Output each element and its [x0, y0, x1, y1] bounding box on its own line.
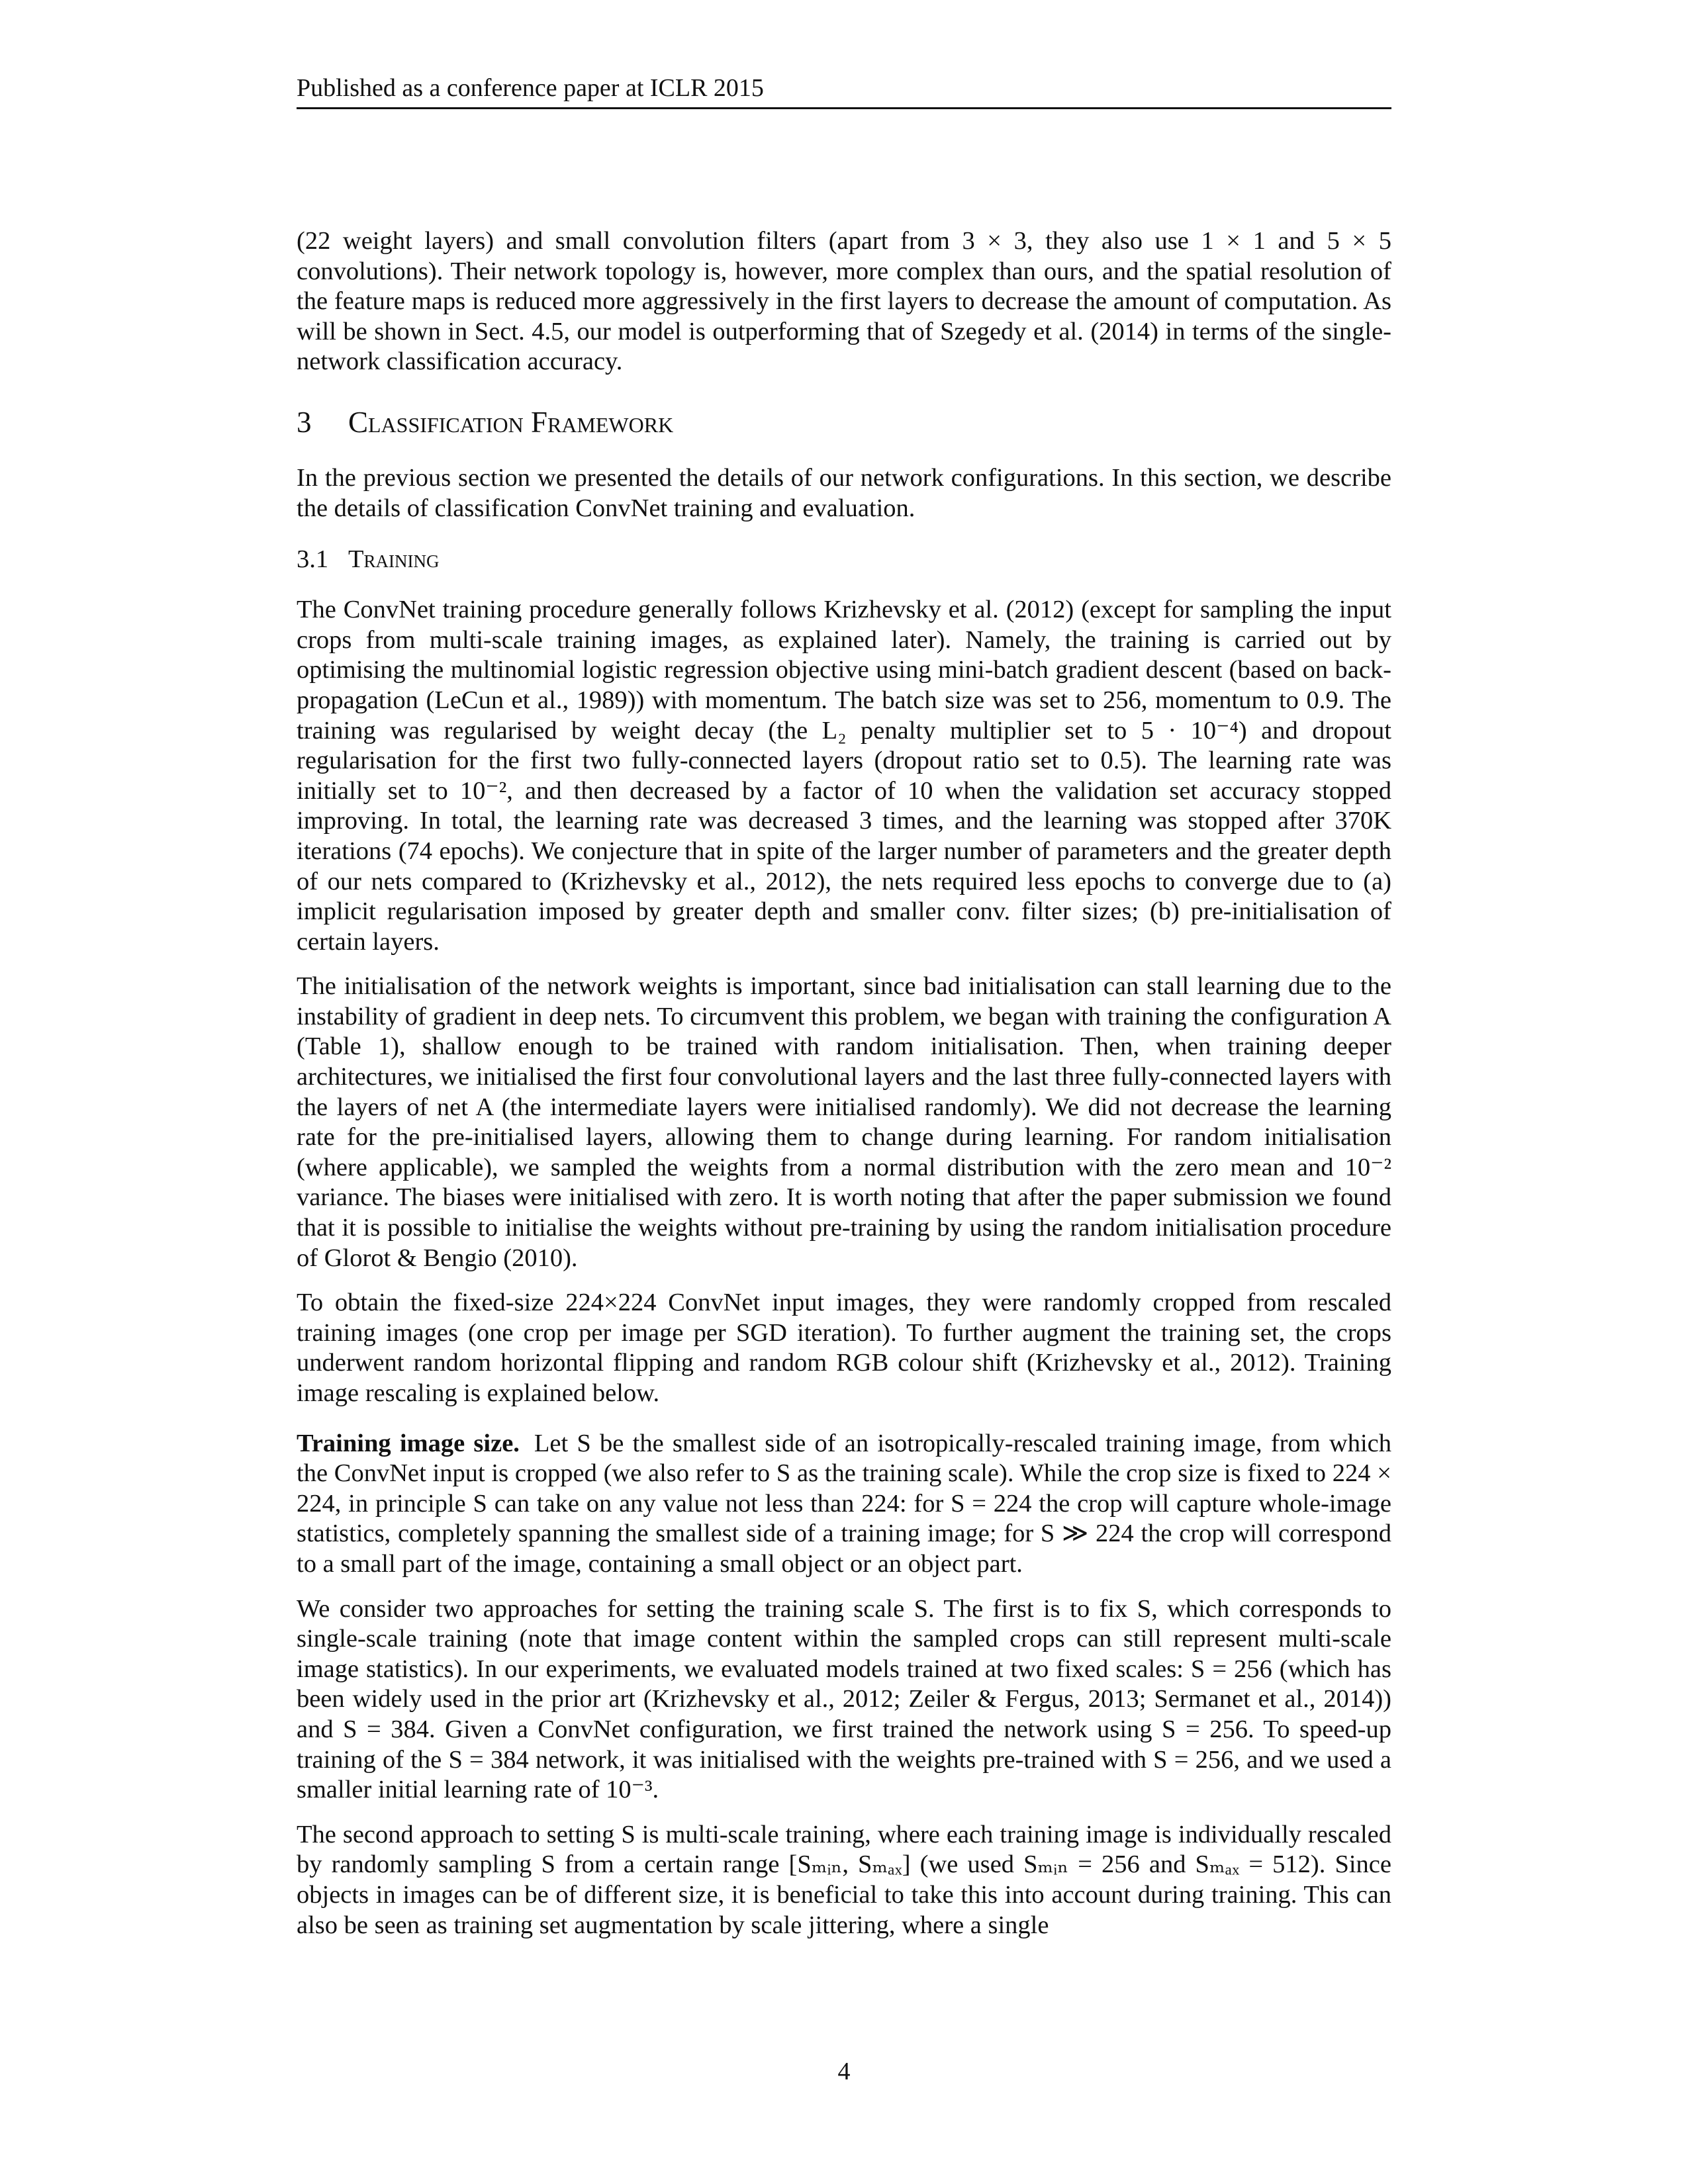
section-title: Classification Framework — [348, 405, 674, 439]
running-header-text: Published as a conference paper at ICLR 2015 — [297, 74, 764, 102]
page-body — [297, 226, 1391, 1940]
paragraph-multi-scale: The second approach to setting S is multi-scale training, where each training image is individually rescaled by randomly sampling S from a certain range [Sₘᵢₙ, Sₘₐₓ] (we used Sₘᵢₙ = 256 and Sₘₐₓ = 512). Since objects in images can be of different size, it is beneficial to take this into account during training. This can also be seen as training set augmentation by scale jittering, where a single — [297, 1820, 1391, 1939]
paragraph-heading: Training image size. — [297, 1429, 520, 1457]
page-number: 4 — [837, 2058, 851, 2085]
paragraph-text: Let S be the smallest side of an isotropically-rescaled training image, from which the ConvNet input is cropped (we also refer to S as the training scale). While the crop size is fixed to 224 × 224, in principle S can take on any value not less than 224: for S = 224 the crop will capture whole-image statistics, completely spanning the smallest side of a training image; for S ≫ 224 the crop will correspond to a small part of the image, containing a small object or an object part. — [297, 1429, 1391, 1578]
section-number: 3 — [297, 405, 312, 439]
paragraph-intro: (22 weight layers) and small convolution filters (apart from 3 × 3, they also use 1 × 1 and 5 × 5 convolutions). Their network topology is, however, more complex than ours, and the spatial resolution of the feature maps is reduced more aggressively in the first layers to decrease the amount of computation. As will be shown in Sect. 4.5, our model is outperforming that of Szegedy et al. (2014) in terms of the single-network classification accuracy. — [297, 227, 1391, 376]
section-heading-3 — [297, 404, 1391, 441]
paragraph-training-image-size — [297, 1429, 1391, 1580]
running-header — [297, 71, 1391, 109]
paragraph-cropping: To obtain the fixed-size 224×224 ConvNet input images, they were randomly cropped from rescaled training images (one crop per image per SGD iteration). To further augment the training set, the crops underwent random horizontal flipping and random RGB colour shift (Krizhevsky et al., 2012). Training image rescaling is explained below. — [297, 1289, 1391, 1407]
paragraph-initialisation: The initialisation of the network weights is important, since bad initialisation can stall learning due to the instability of gradient in deep nets. To circumvent this problem, we began with training the configuration A (Table 1), shallow enough to be trained with random initialisation. Then, when training deeper architectures, we initialised the first four convolutional layers and the last three fully-connected layers with the layers of net A (the intermediate layers were initialised randomly). We did not decrease the learning rate for the pre-initialised layers, allowing them to change during learning. For random initialisation (where applicable), we sampled the weights from a normal distribution with the zero mean and 10⁻² variance. The biases were initialised with zero. It is worth noting that after the paper submission we found that it is possible to initialise the weights without pre-training by using the random initialisation procedure of Glorot & Bengio (2010). — [297, 972, 1391, 1272]
paragraph-section3-intro: In the previous section we presented the details of our network configurations. In this section, we describe the details of classification ConvNet training and evaluation. — [297, 463, 1391, 522]
subsection-title: Training — [348, 545, 440, 574]
paragraph-single-scale: We consider two approaches for setting the training scale S. The first is to fix S, which corresponds to single-scale training (note that image content within the sampled crops can still represent multi-scale image statistics). In our experiments, we evaluated models trained at two fixed scales: S = 256 (which has been widely used in the prior art (Krizhevsky et al., 2012; Zeiler & Fergus, 2013; Sermanet et al., 2014)) and S = 384. Given a ConvNet configuration, we first trained the network using S = 256. To speed-up training of the S = 384 network, it was initialised with the weights pre-trained with S = 256, and we used a smaller initial learning rate of 10⁻³. — [297, 1594, 1391, 1804]
paragraph-training-procedure: The ConvNet training procedure generally follows Krizhevsky et al. (2012) (except for sampling the input crops from multi-scale training images, as explained later). Namely, the training is carried out by optimising the multinomial logistic regression objective using mini-batch gradient descent (based on back-propagation (LeCun et al., 1989)) with momentum. The batch size was set to 256, momentum to 0.9. The training was regularised by weight decay (the L₂ penalty multiplier set to 5 · 10⁻⁴) and dropout regularisation for the first two fully-connected layers (dropout ratio set to 0.5). The learning rate was initially set to 10⁻², and then decreased by a factor of 10 when the validation set accuracy stopped improving. In total, the learning rate was decreased 3 times, and the learning was stopped after 370K iterations (74 epochs). We conjecture that in spite of the larger number of parameters and the greater depth of our nets compared to (Krizhevsky et al., 2012), the nets required less epochs to converge due to (a) implicit regularisation imposed by greater depth and smaller conv. filter sizes; (b) pre-initialisation of certain layers. — [297, 596, 1391, 956]
subsection-number: 3.1 — [297, 545, 329, 574]
subsection-heading-3-1 — [297, 543, 1391, 575]
